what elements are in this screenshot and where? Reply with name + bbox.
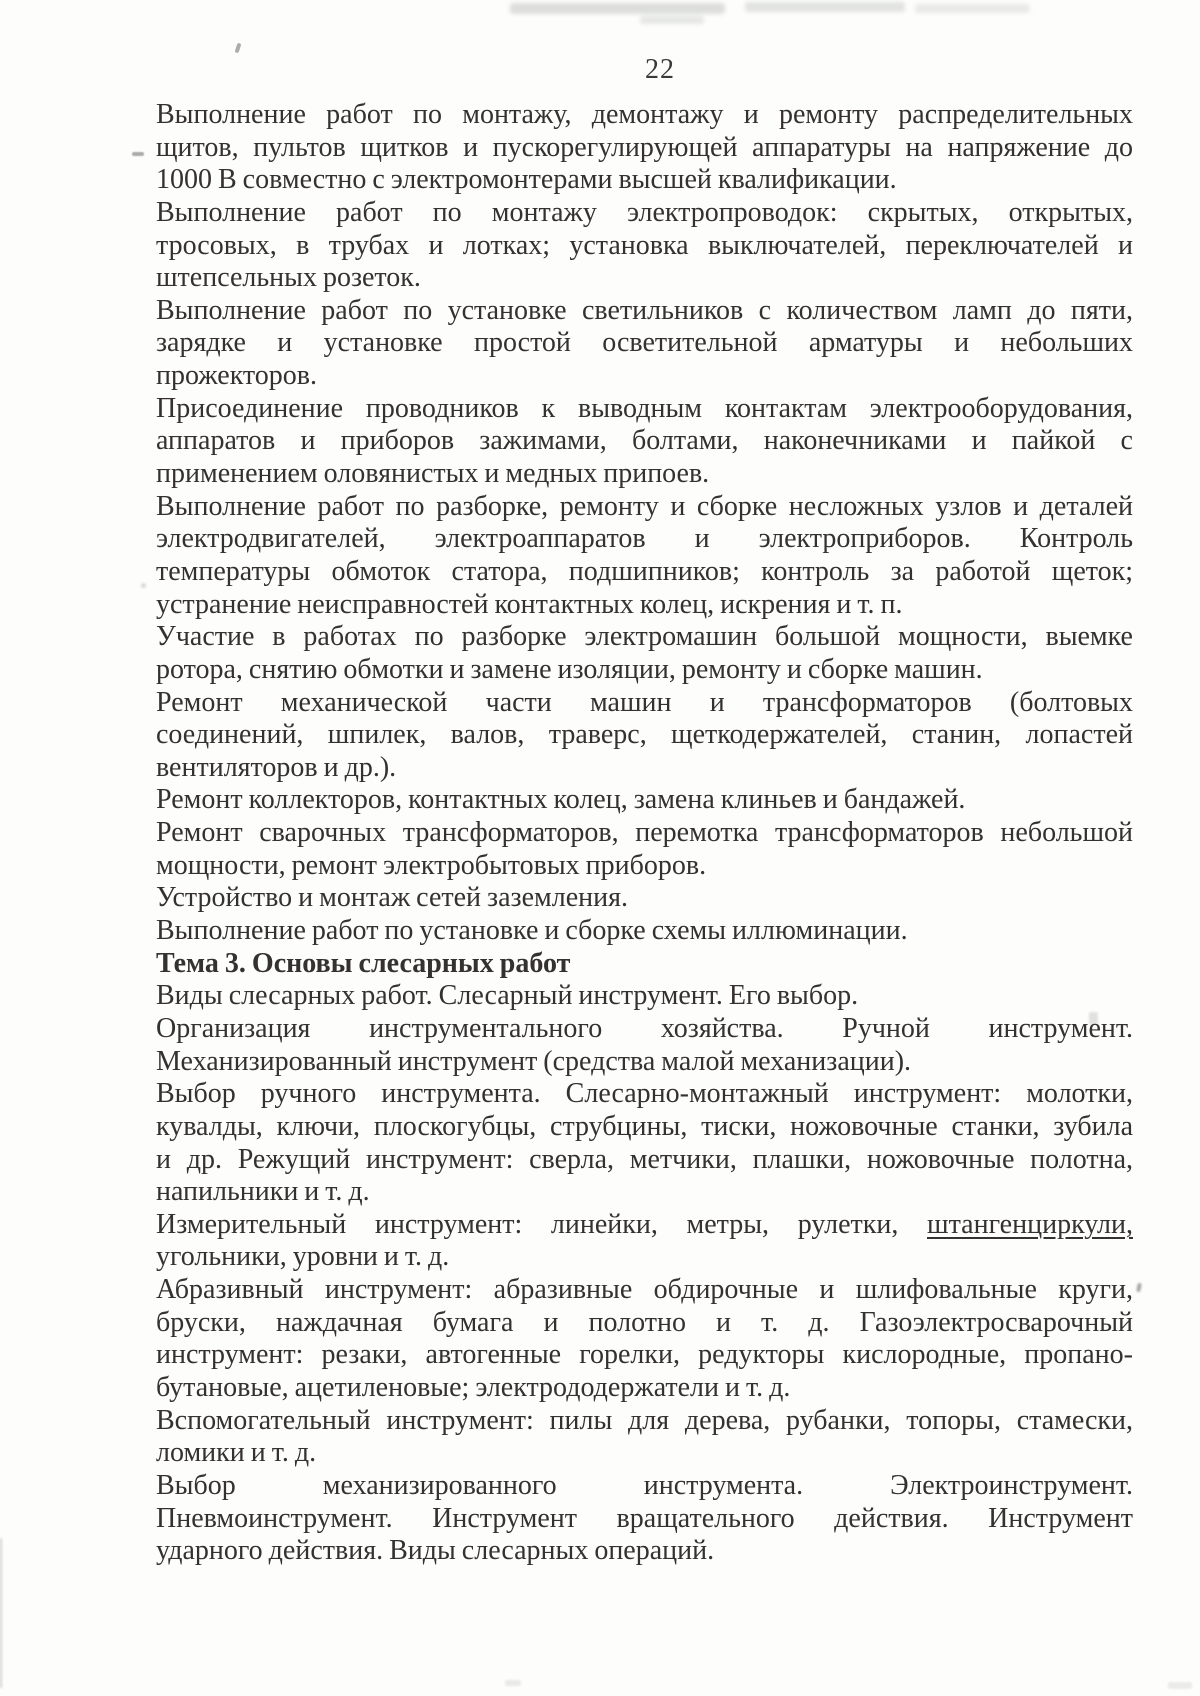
text-line [156, 1470, 1133, 1503]
text-line [156, 523, 1133, 556]
text-line [156, 327, 1133, 360]
text-line [156, 1372, 1133, 1405]
scan-artifact-top-smudge [640, 16, 704, 24]
text-line [156, 425, 1133, 458]
text-line [156, 1307, 1133, 1340]
text-line [156, 1176, 1133, 1209]
text-line [156, 1274, 1133, 1307]
text-line [156, 589, 1133, 622]
line-text: применением оловянистых и медных припоев. [156, 458, 710, 490]
line-text: ротора, снятию обмотки и замене изоляции, ремонту и сборке машин. [156, 653, 983, 685]
line-text: тросовых, в трубах и лотках; установка выключателей, переключателей и [156, 229, 1133, 261]
scan-artifact-top-smudge [745, 2, 905, 12]
line-text: зарядке и установке простой осветительной арматуры и небольших [156, 327, 1133, 359]
scan-artifact-top-smudge [510, 3, 725, 14]
text-line [156, 393, 1133, 426]
page-number: 22 [645, 54, 675, 85]
text-line [156, 132, 1133, 165]
line-text: прожекторов. [156, 360, 318, 392]
text-line [156, 1405, 1133, 1438]
line-text: угольники, уровни и т. д. [156, 1241, 450, 1273]
text-line [156, 1013, 1133, 1046]
text-line [156, 1046, 1133, 1079]
text-line [156, 752, 1133, 785]
scan-artifact-speck [1168, 1682, 1192, 1689]
line-text: щитов, пультов щитков и пускорегулирующей аппаратуры на напряжение до [156, 131, 1133, 163]
line-text: Организация инструментального хозяйства. Ручной инструмент. [156, 1012, 1133, 1044]
text-line [156, 654, 1133, 687]
line-text: Вспомогательный инструмент: пилы для дерева, рубанки, топоры, стамески, [156, 1404, 1133, 1436]
text-line [156, 687, 1133, 720]
text-line [156, 1241, 1133, 1274]
line-text: Тема 3. Основы слесарных работ [156, 947, 571, 979]
text-line [156, 230, 1133, 263]
line-text: Пневмоинструмент. Инструмент вращательного действия. Инструмент [156, 1502, 1133, 1534]
text-block [156, 99, 1133, 1568]
text-line [156, 784, 1133, 817]
scan-artifact-edge-line [0, 1538, 2, 1688]
underlined-term: штангенциркули, [927, 1208, 1133, 1240]
text-line [156, 99, 1133, 132]
line-text: 1000 В совместно с электромонтерами высшей квалификации. [156, 164, 897, 196]
line-text: Абразивный инструмент: абразивные обдирочные и шлифовальные круги, [156, 1274, 1133, 1306]
section-heading-line [156, 948, 1133, 981]
line-text: Выполнение работ по монтажу электропроводок: скрытых, открытых, [156, 196, 1133, 228]
line-text: температуры обмоток статора, подшипников; контроль за работой щеток; [156, 555, 1133, 587]
text-line [156, 491, 1133, 524]
text-line [156, 1503, 1133, 1536]
line-text: ломики и т. д. [156, 1437, 317, 1469]
text-line [156, 295, 1133, 328]
line-text: Выполнение работ по разборке, ремонту и сборке несложных узлов и деталей [156, 490, 1133, 522]
text-line [156, 1078, 1133, 1111]
line-text: Устройство и монтаж сетей заземления. [156, 882, 628, 914]
line-text: Ремонт коллекторов, контактных колец, замена клиньев и бандажей. [156, 784, 966, 816]
text-line [156, 882, 1133, 915]
line-text: аппаратов и приборов зажимами, болтами, наконечниками и пайкой с [156, 425, 1133, 457]
text-line [156, 197, 1133, 230]
text-line [156, 817, 1133, 850]
text-line [156, 850, 1133, 883]
scan-artifact-speck [235, 43, 242, 54]
line-text: устранение неисправностей контактных колец, искрения и т. п. [156, 588, 903, 620]
line-text: Механизированный инструмент (средства малой механизации). [156, 1045, 912, 1077]
text-line [156, 1339, 1133, 1372]
line-text: штепсельных розеток. [156, 262, 421, 294]
text-line [156, 1111, 1133, 1144]
text-line [156, 1144, 1133, 1177]
line-text: Участие в работах по разборке электромашин большой мощности, выемке [156, 621, 1133, 653]
text-line [156, 621, 1133, 654]
line-text: напильники и т. д. [156, 1176, 370, 1208]
scan-artifact-speck [505, 1680, 521, 1686]
line-text: Выполнение работ по установке и сборке схемы иллюминации. [156, 915, 908, 947]
scan-artifact-speck [141, 583, 146, 588]
line-text: кувалды, ключи, плоскогубцы, струбцины, тиски, ножовочные станки, зубила [156, 1110, 1133, 1142]
text-line [156, 1535, 1133, 1568]
line-text: Выполнение работ по установке светильников с количеством ламп до пяти, [156, 294, 1133, 326]
text-line [156, 915, 1133, 948]
line-text: Выбор механизированного инструмента. Электроинструмент. [156, 1469, 1133, 1501]
line-text: инструмент: резаки, автогенные горелки, редукторы кислородные, пропано- [156, 1339, 1133, 1371]
line-text: бруски, наждачная бумага и полотно и т. д. Газоэлектросварочный [156, 1306, 1133, 1338]
line-text: мощности, ремонт электробытовых приборов. [156, 849, 707, 881]
line-text: и др. Режущий инструмент: сверла, метчики, плашки, ножовочные полотна, [156, 1143, 1133, 1175]
text-line [156, 719, 1133, 752]
line-text: Выполнение работ по монтажу, демонтажу и ремонту распределительных [156, 99, 1133, 130]
line-text: вентиляторов и др.). [156, 751, 397, 783]
text-line [156, 262, 1133, 295]
scan-artifact-top-smudge [915, 4, 1030, 13]
text-line [156, 360, 1133, 393]
line-text: ударного действия. Виды слесарных операций. [156, 1535, 715, 1567]
text-line [156, 1209, 1133, 1242]
line-text: Ремонт сварочных трансформаторов, перемотка трансформаторов небольшой [156, 817, 1133, 849]
line-text: Измерительный инструмент: линейки, метры, рулетки, [156, 1208, 928, 1240]
line-text: соединений, шпилек, валов, траверс, щеткодержателей, станин, лопастей [156, 719, 1133, 751]
line-text: Ремонт механической части машин и трансформаторов (болтовых [156, 686, 1133, 718]
text-line [156, 556, 1133, 589]
text-line [156, 1437, 1133, 1470]
line-text: Выбор ручного инструмента. Слесарно-монтажный инструмент: молотки, [156, 1078, 1133, 1110]
line-text: Присоединение проводников к выводным контактам электрооборудования, [156, 392, 1133, 424]
line-text: бутановые, ацетиленовые; электрододержатели и т. д. [156, 1371, 791, 1403]
line-text: Виды слесарных работ. Слесарный инструмент. Его выбор. [156, 980, 859, 1012]
scan-artifact-speck [132, 152, 144, 156]
line-text: электродвигателей, электроаппаратов и электроприборов. Контроль [156, 523, 1133, 555]
text-line [156, 458, 1133, 491]
scan-artifact-speck [1136, 1283, 1142, 1293]
text-line [156, 164, 1133, 197]
text-line [156, 980, 1133, 1013]
